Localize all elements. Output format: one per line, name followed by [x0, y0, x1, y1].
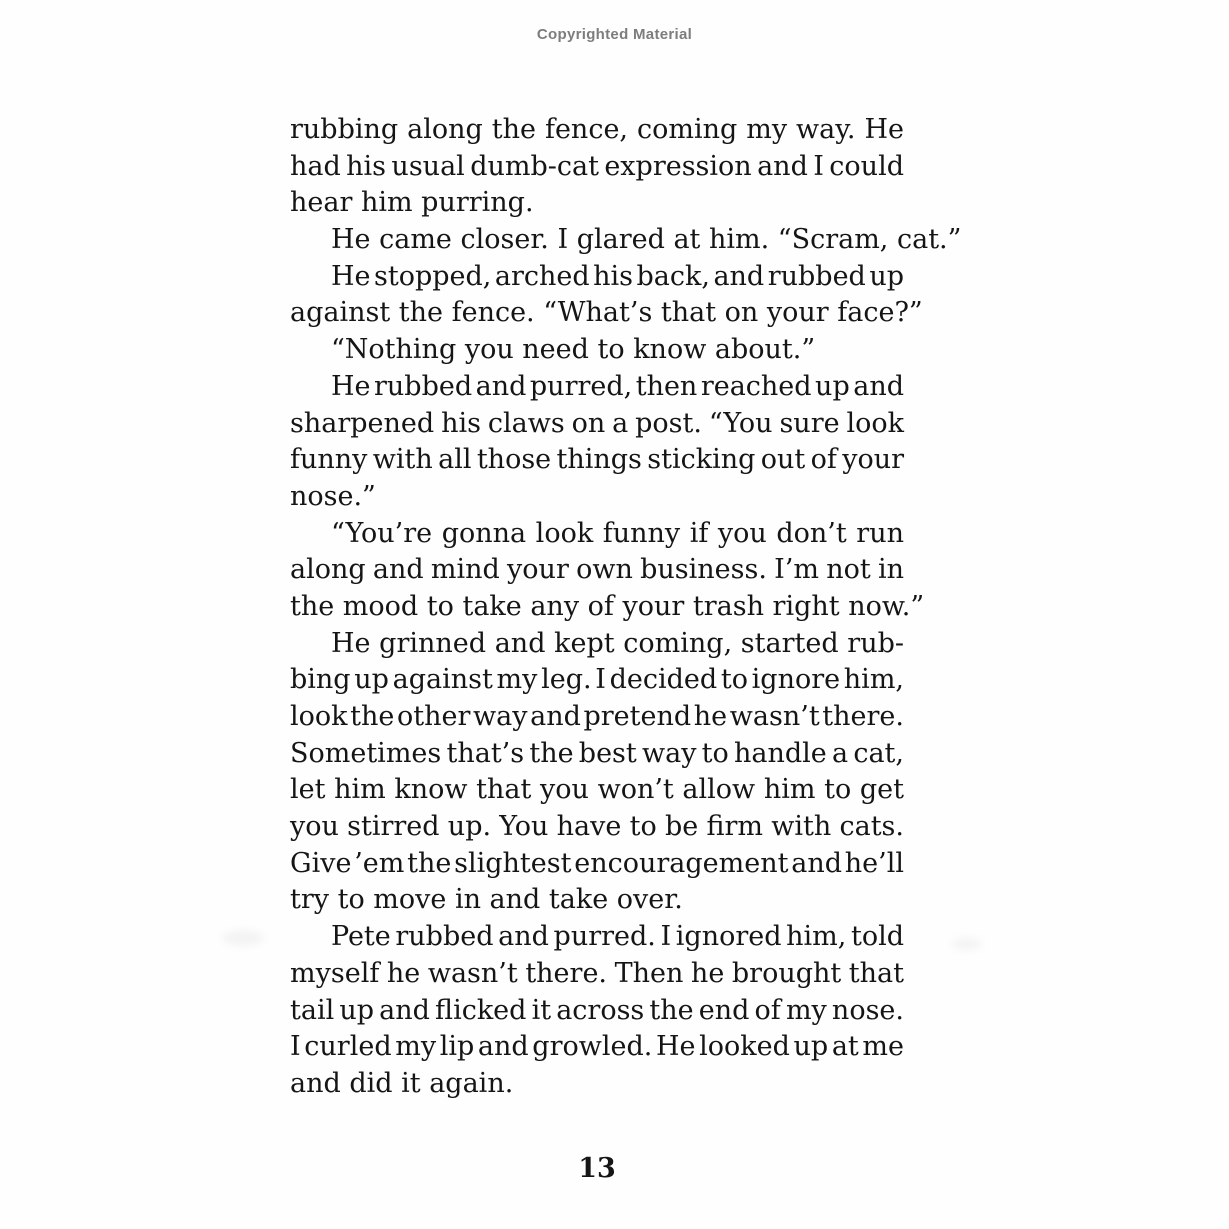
- text-line: Sometimes that’s the best way to handle a cat,: [290, 737, 904, 769]
- page-number: 13: [578, 1153, 616, 1184]
- text-line: against the fence. “What’s that on your face?”: [290, 297, 923, 329]
- text-line: “Nothing you need to know about.”: [331, 334, 816, 366]
- text-line: try to move in and take over.: [290, 884, 683, 916]
- text-line: and did it again.: [290, 1067, 514, 1099]
- text-line: hear him purring.: [290, 187, 534, 219]
- scan-smudge: [952, 938, 982, 950]
- text-line: funny with all those things sticking out of your: [290, 444, 904, 476]
- text-line: let him know that you won’t allow him to get: [290, 774, 904, 806]
- text-line: sharpened his claws on a post. “You sure look: [290, 407, 904, 439]
- text-line: He stopped, arched his back, and rubbed up: [331, 260, 904, 292]
- text-line: I curled my lip and growled. He looked up at me: [290, 1031, 904, 1063]
- text-line: Give ’em the slightest encouragement and he’ll: [290, 847, 904, 879]
- text-line: bing up against my leg. I decided to ignore him,: [290, 664, 904, 696]
- text-line: look the other way and pretend he wasn’t there.: [290, 701, 904, 732]
- text-line: nose.”: [290, 480, 376, 512]
- text-line: tail up and flicked it across the end of my nose.: [290, 994, 904, 1026]
- text-line: along and mind your own business. I’m not in: [290, 554, 904, 586]
- text-line: you stirred up. You have to be firm with cats.: [290, 811, 904, 843]
- text-line: He grinned and kept coming, started rub-: [331, 627, 904, 659]
- text-line: the mood to take any of your trash right now.”: [290, 590, 925, 622]
- text-block: [290, 112, 962, 1103]
- text-line: rubbing along the fence, coming my way. He: [290, 114, 904, 145]
- text-line: Pete rubbed and purred. I ignored him, told: [331, 921, 904, 953]
- text-line: He rubbed and purred, then reached up and: [331, 370, 904, 402]
- scan-smudge: [222, 930, 264, 946]
- text-line: He came closer. I glared at him. “Scram, cat.”: [331, 224, 962, 256]
- text-line: had his usual dumb-cat expression and I could: [290, 150, 904, 182]
- text-line: myself he wasn’t there. Then he brought that: [290, 957, 904, 989]
- copyright-notice: Copyrighted Material: [536, 26, 693, 43]
- text-line: “You’re gonna look funny if you don’t run: [331, 517, 904, 549]
